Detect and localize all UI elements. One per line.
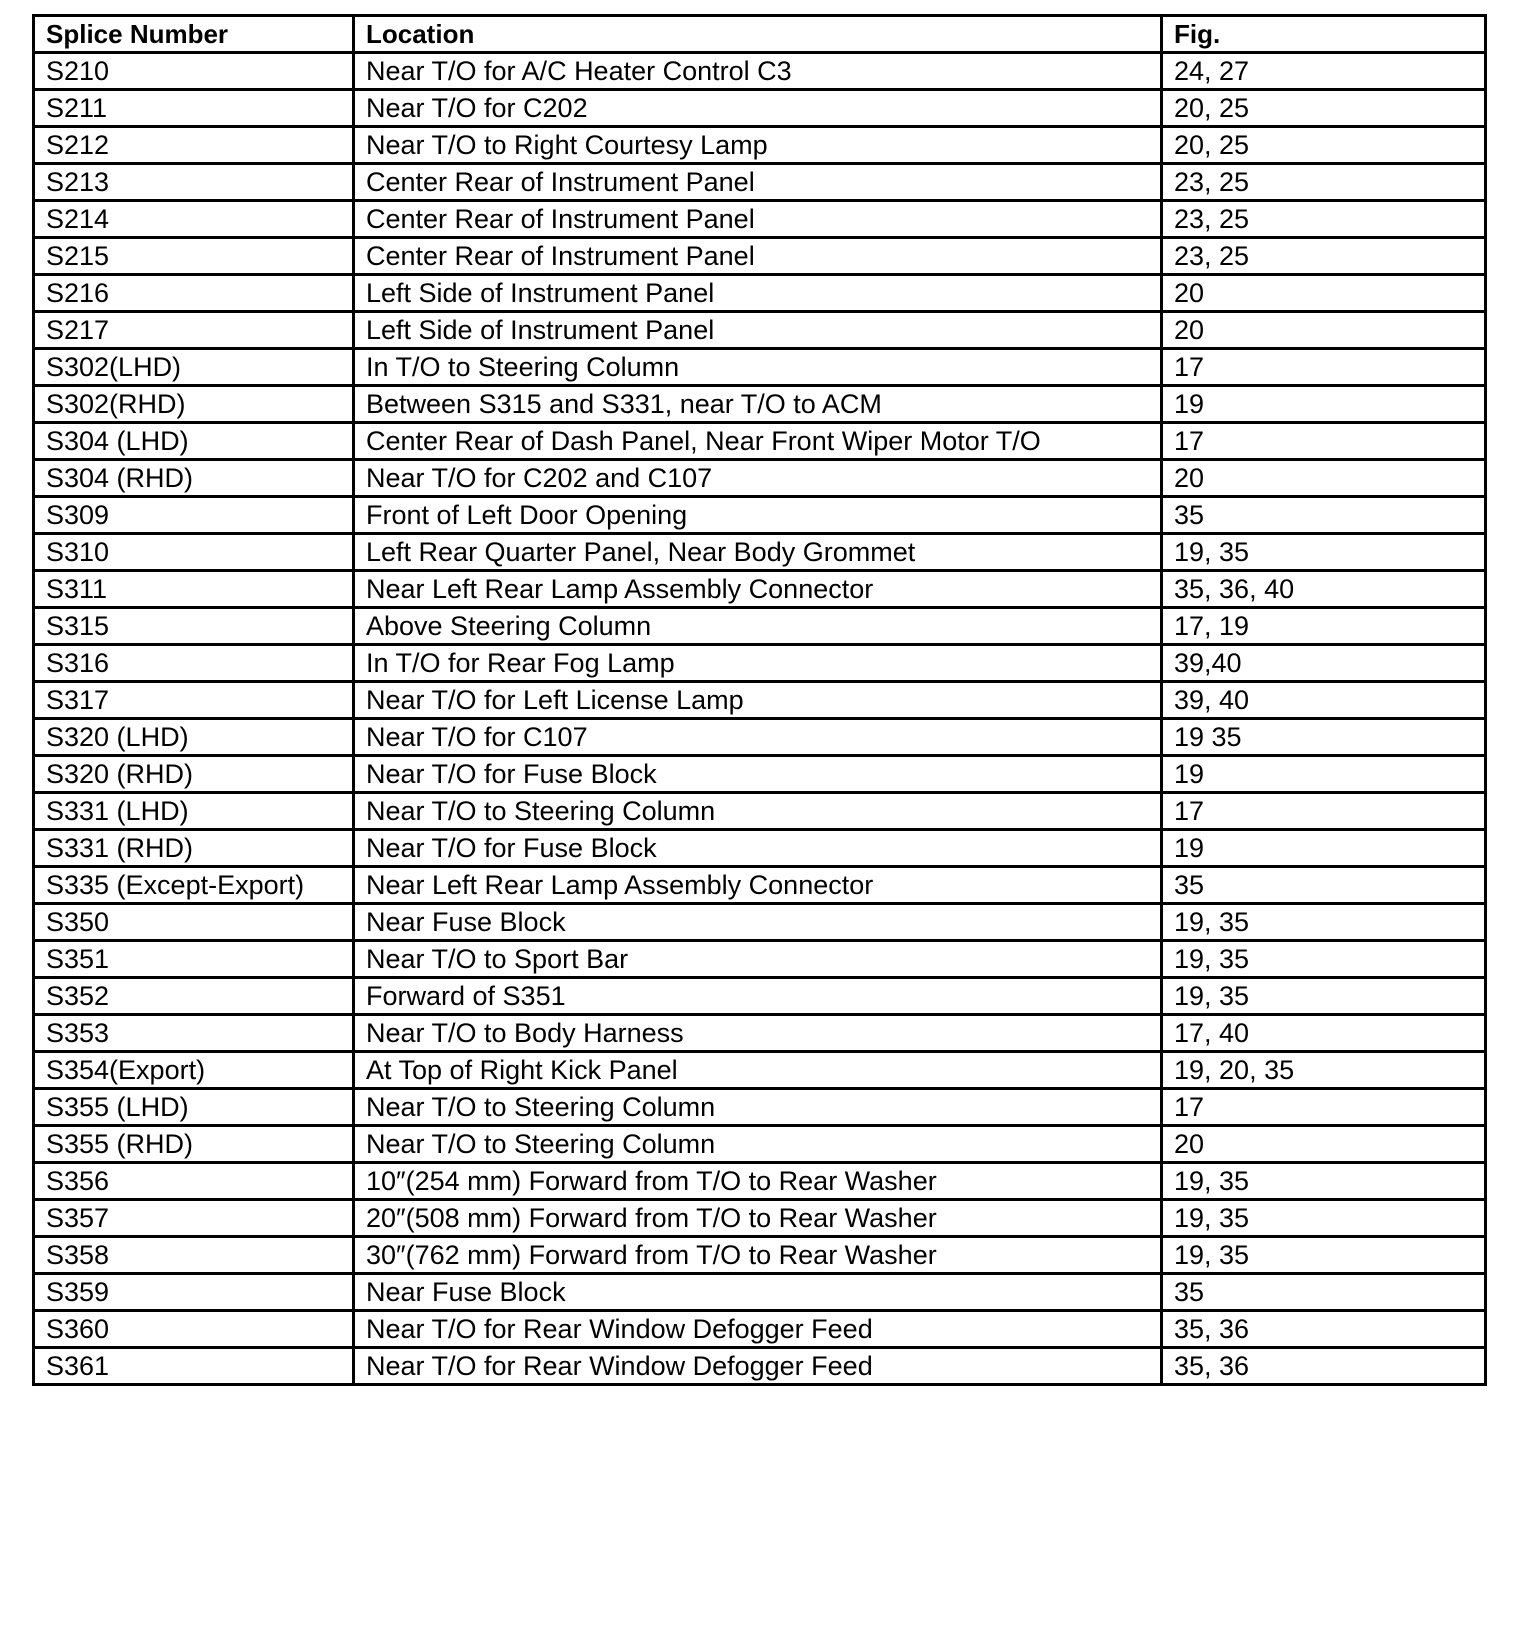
table-row (34, 90, 1486, 127)
fig-cell: 19, 35 (1162, 978, 1486, 1015)
table-body (34, 53, 1486, 1385)
splice-number-cell: S359 (34, 1274, 354, 1311)
table-row (34, 534, 1486, 571)
fig-cell: 35, 36, 40 (1162, 571, 1486, 608)
fig-cell: 35 (1162, 497, 1486, 534)
splice-number-cell: S354(Export) (34, 1052, 354, 1089)
table-row (34, 1163, 1486, 1200)
fig-cell: 19, 35 (1162, 904, 1486, 941)
splice-number-cell: S331 (RHD) (34, 830, 354, 867)
splice-number-cell: S215 (34, 238, 354, 275)
location-cell: At Top of Right Kick Panel (354, 1052, 1162, 1089)
splice-location-table (32, 14, 1487, 1386)
fig-cell: 19, 35 (1162, 1163, 1486, 1200)
splice-number-cell: S315 (34, 608, 354, 645)
location-cell: Near Left Rear Lamp Assembly Connector (354, 867, 1162, 904)
fig-cell: 20, 25 (1162, 90, 1486, 127)
splice-number-cell: S213 (34, 164, 354, 201)
splice-number-cell: S304 (RHD) (34, 460, 354, 497)
location-cell: Near T/O for C202 and C107 (354, 460, 1162, 497)
fig-cell: 23, 25 (1162, 164, 1486, 201)
table-row (34, 1274, 1486, 1311)
location-cell: Forward of S351 (354, 978, 1162, 1015)
table-row (34, 164, 1486, 201)
location-cell: Near T/O for Fuse Block (354, 756, 1162, 793)
location-cell: Center Rear of Instrument Panel (354, 238, 1162, 275)
table-row (34, 1015, 1486, 1052)
fig-cell: 39,40 (1162, 645, 1486, 682)
fig-cell: 19, 20, 35 (1162, 1052, 1486, 1089)
location-cell: Near Fuse Block (354, 904, 1162, 941)
table-row (34, 1237, 1486, 1274)
location-cell: Center Rear of Instrument Panel (354, 201, 1162, 238)
splice-number-cell: S353 (34, 1015, 354, 1052)
fig-cell: 23, 25 (1162, 201, 1486, 238)
location-cell: Left Side of Instrument Panel (354, 312, 1162, 349)
splice-number-cell: S358 (34, 1237, 354, 1274)
fig-cell: 20 (1162, 312, 1486, 349)
fig-cell: 19, 35 (1162, 1200, 1486, 1237)
splice-number-cell: S355 (LHD) (34, 1089, 354, 1126)
fig-cell: 24, 27 (1162, 53, 1486, 90)
fig-cell: 19 35 (1162, 719, 1486, 756)
fig-cell: 17, 19 (1162, 608, 1486, 645)
location-cell: Near T/O to Steering Column (354, 793, 1162, 830)
location-cell: Center Rear of Instrument Panel (354, 164, 1162, 201)
table-row (34, 127, 1486, 164)
table-row (34, 941, 1486, 978)
splice-number-cell: S317 (34, 682, 354, 719)
table-row (34, 349, 1486, 386)
table-row (34, 312, 1486, 349)
table-row (34, 756, 1486, 793)
splice-number-cell: S211 (34, 90, 354, 127)
fig-cell: 20 (1162, 275, 1486, 312)
table-row (34, 978, 1486, 1015)
header-fig: Fig. (1162, 16, 1486, 53)
splice-number-cell: S320 (LHD) (34, 719, 354, 756)
table-row (34, 1348, 1486, 1385)
splice-number-cell: S212 (34, 127, 354, 164)
table-row (34, 275, 1486, 312)
location-cell: Near Left Rear Lamp Assembly Connector (354, 571, 1162, 608)
splice-number-cell: S361 (34, 1348, 354, 1385)
header-location: Location (354, 16, 1162, 53)
location-cell: Between S315 and S331, near T/O to ACM (354, 386, 1162, 423)
table-row (34, 904, 1486, 941)
fig-cell: 35 (1162, 867, 1486, 904)
location-cell: Near T/O to Body Harness (354, 1015, 1162, 1052)
fig-cell: 19, 35 (1162, 941, 1486, 978)
fig-cell: 19 (1162, 756, 1486, 793)
splice-number-cell: S351 (34, 941, 354, 978)
fig-cell: 35, 36 (1162, 1348, 1486, 1385)
location-cell: In T/O for Rear Fog Lamp (354, 645, 1162, 682)
table-row (34, 608, 1486, 645)
fig-cell: 17 (1162, 793, 1486, 830)
fig-cell: 19, 35 (1162, 1237, 1486, 1274)
table-row (34, 571, 1486, 608)
splice-number-cell: S311 (34, 571, 354, 608)
table-row (34, 1311, 1486, 1348)
location-cell: Near T/O for Left License Lamp (354, 682, 1162, 719)
table-row (34, 1089, 1486, 1126)
table-row (34, 719, 1486, 756)
table-row (34, 53, 1486, 90)
location-cell: Near T/O for C202 (354, 90, 1162, 127)
table-row (34, 830, 1486, 867)
table-row (34, 460, 1486, 497)
table-row (34, 793, 1486, 830)
splice-number-cell: S302(RHD) (34, 386, 354, 423)
table-row (34, 1052, 1486, 1089)
location-cell: Near T/O for A/C Heater Control C3 (354, 53, 1162, 90)
fig-cell: 19 (1162, 830, 1486, 867)
fig-cell: 19, 35 (1162, 534, 1486, 571)
table-row (34, 682, 1486, 719)
fig-cell: 19 (1162, 386, 1486, 423)
splice-number-cell: S304 (LHD) (34, 423, 354, 460)
splice-number-cell: S356 (34, 1163, 354, 1200)
splice-number-cell: S357 (34, 1200, 354, 1237)
table-row (34, 867, 1486, 904)
location-cell: Near T/O for C107 (354, 719, 1162, 756)
fig-cell: 35 (1162, 1274, 1486, 1311)
table-row (34, 1200, 1486, 1237)
splice-number-cell: S210 (34, 53, 354, 90)
fig-cell: 23, 25 (1162, 238, 1486, 275)
location-cell: Center Rear of Dash Panel, Near Front Wiper Motor T/O (354, 423, 1162, 460)
splice-number-cell: S335 (Except-Export) (34, 867, 354, 904)
location-cell: Near T/O to Steering Column (354, 1126, 1162, 1163)
splice-number-cell: S217 (34, 312, 354, 349)
fig-cell: 35, 36 (1162, 1311, 1486, 1348)
location-cell: Near T/O to Steering Column (354, 1089, 1162, 1126)
fig-cell: 39, 40 (1162, 682, 1486, 719)
fig-cell: 17 (1162, 1089, 1486, 1126)
table-row (34, 645, 1486, 682)
location-cell: Near T/O for Rear Window Defogger Feed (354, 1311, 1162, 1348)
splice-number-cell: S350 (34, 904, 354, 941)
location-cell: 10″(254 mm) Forward from T/O to Rear Washer (354, 1163, 1162, 1200)
splice-number-cell: S316 (34, 645, 354, 682)
fig-cell: 17 (1162, 349, 1486, 386)
location-cell: Above Steering Column (354, 608, 1162, 645)
splice-number-cell: S302(LHD) (34, 349, 354, 386)
location-cell: Left Rear Quarter Panel, Near Body Grommet (354, 534, 1162, 571)
fig-cell: 17 (1162, 423, 1486, 460)
fig-cell: 20 (1162, 460, 1486, 497)
splice-number-cell: S352 (34, 978, 354, 1015)
splice-number-cell: S216 (34, 275, 354, 312)
table-header-row (34, 16, 1486, 53)
location-cell: 30″(762 mm) Forward from T/O to Rear Washer (354, 1237, 1162, 1274)
splice-number-cell: S320 (RHD) (34, 756, 354, 793)
location-cell: Near Fuse Block (354, 1274, 1162, 1311)
table-row (34, 497, 1486, 534)
table-row (34, 238, 1486, 275)
fig-cell: 20, 25 (1162, 127, 1486, 164)
splice-number-cell: S309 (34, 497, 354, 534)
location-cell: Front of Left Door Opening (354, 497, 1162, 534)
location-cell: Near T/O to Right Courtesy Lamp (354, 127, 1162, 164)
fig-cell: 20 (1162, 1126, 1486, 1163)
table-row (34, 423, 1486, 460)
table-row (34, 1126, 1486, 1163)
header-splice-number: Splice Number (34, 16, 354, 53)
splice-number-cell: S214 (34, 201, 354, 238)
splice-number-cell: S331 (LHD) (34, 793, 354, 830)
splice-number-cell: S310 (34, 534, 354, 571)
location-cell: Near T/O for Fuse Block (354, 830, 1162, 867)
splice-number-cell: S360 (34, 1311, 354, 1348)
location-cell: Near T/O to Sport Bar (354, 941, 1162, 978)
location-cell: Near T/O for Rear Window Defogger Feed (354, 1348, 1162, 1385)
location-cell: In T/O to Steering Column (354, 349, 1162, 386)
fig-cell: 17, 40 (1162, 1015, 1486, 1052)
location-cell: Left Side of Instrument Panel (354, 275, 1162, 312)
table-row (34, 386, 1486, 423)
table-row (34, 201, 1486, 238)
splice-number-cell: S355 (RHD) (34, 1126, 354, 1163)
location-cell: 20″(508 mm) Forward from T/O to Rear Washer (354, 1200, 1162, 1237)
